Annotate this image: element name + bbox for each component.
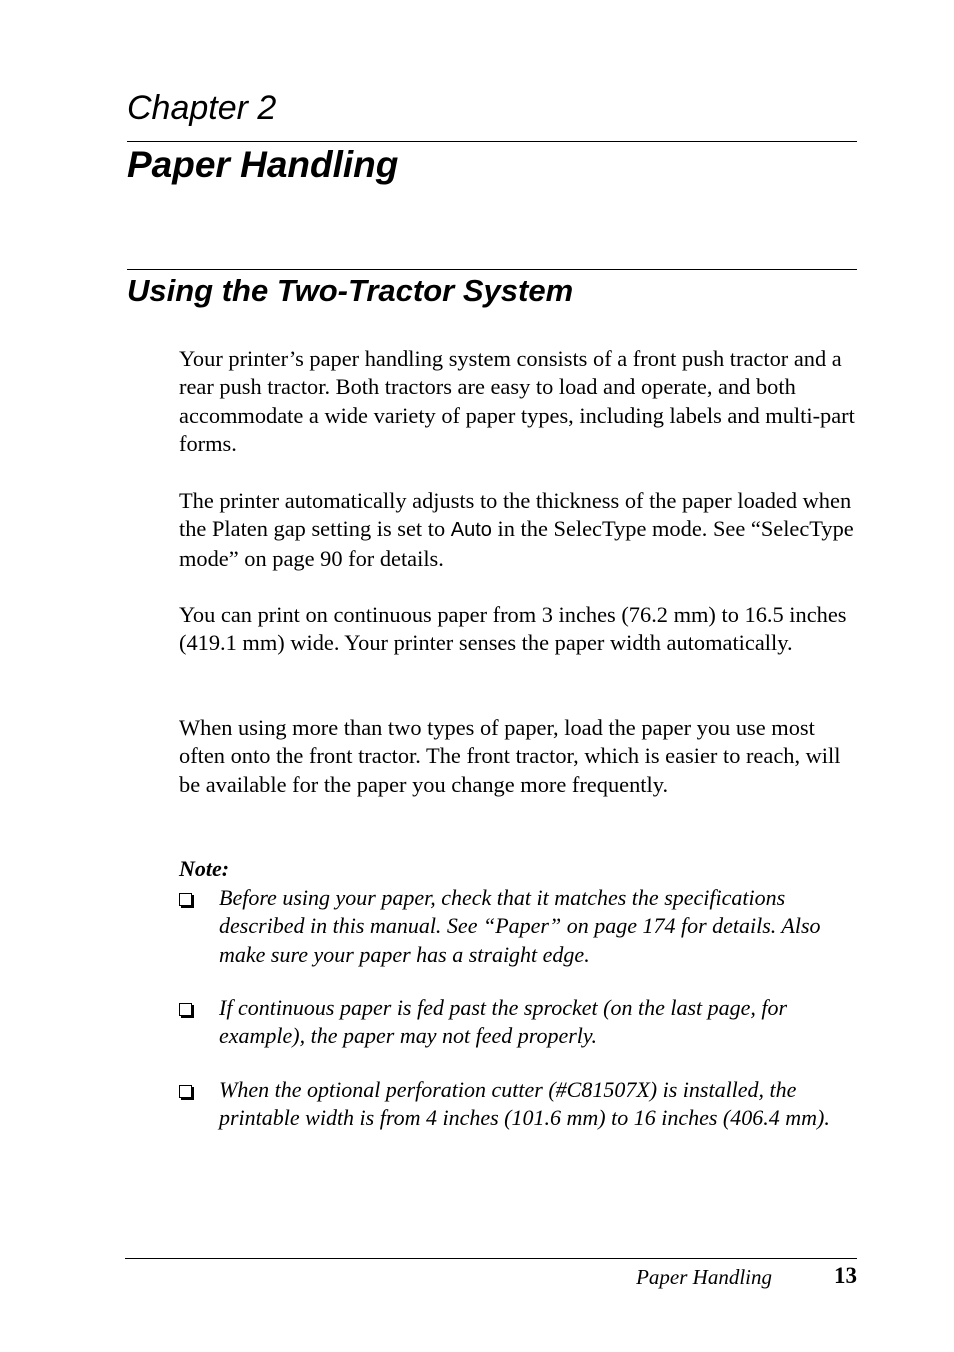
note-item-text: When the optional perforation cutter (#C81507X) is installed, the printable width is from 4 inches (101.6 mm) to 16 inches (406.4 mm). [219,1077,830,1131]
footer-rule [125,1258,857,1259]
setting-value-auto: Auto [450,519,492,542]
checkbox-bullet-icon [179,893,192,906]
note-label: Note: [179,856,230,881]
footer-page-number: 13 [834,1263,857,1288]
note-list-item [179,1076,861,1133]
paragraph-tractor-system: Your printer’s paper handling system consists of a front push tractor and a rear push tractor. Both tractors are easy to load and operate, and both accommodate a wide variety of paper types, including labels and multi-part forms. [179,346,855,457]
paragraph-multiple-paper-types: When using more than two types of paper, load the paper you use most often onto the front tractor. The front tractor, which is easier to reach, will be available for the paper you change more frequently. [179,715,841,797]
checkbox-bullet-icon [179,1003,192,1016]
paragraph-platen-gap [179,487,861,573]
note-list-item [179,884,861,969]
chapter-title: Paper Handling [127,144,399,185]
paragraph-paper-width: You can print on continuous paper from 3 inches (76.2 mm) to 16.5 inches (419.1 mm) wide. Your printer senses the paper width automatically. [179,602,847,656]
chapter-label: Chapter 2 [127,89,277,127]
note-list-item [179,994,861,1051]
paragraph-platen-gap-text-start: The printer automatically adjusts to the thickness of the paper loaded when the Platen gap setting is set to [179,488,852,542]
checkbox-bullet-icon [179,1085,192,1098]
footer-section-name: Paper Handling [636,1265,772,1289]
section-title: Using the Two-Tractor System [127,273,574,308]
paragraph-platen-gap-text-end: in the SelecType mode. See “SelecType mode” on page 90 for details. [179,516,854,571]
note-item-text: If continuous paper is fed past the sprocket (on the last page, for example), the paper may not feed properly. [219,995,788,1049]
note-item-text: Before using your paper, check that it matches the specifications described in this manual. See “Paper” on page 174 for details. Also make sure your paper has a straight edge. [219,885,821,967]
